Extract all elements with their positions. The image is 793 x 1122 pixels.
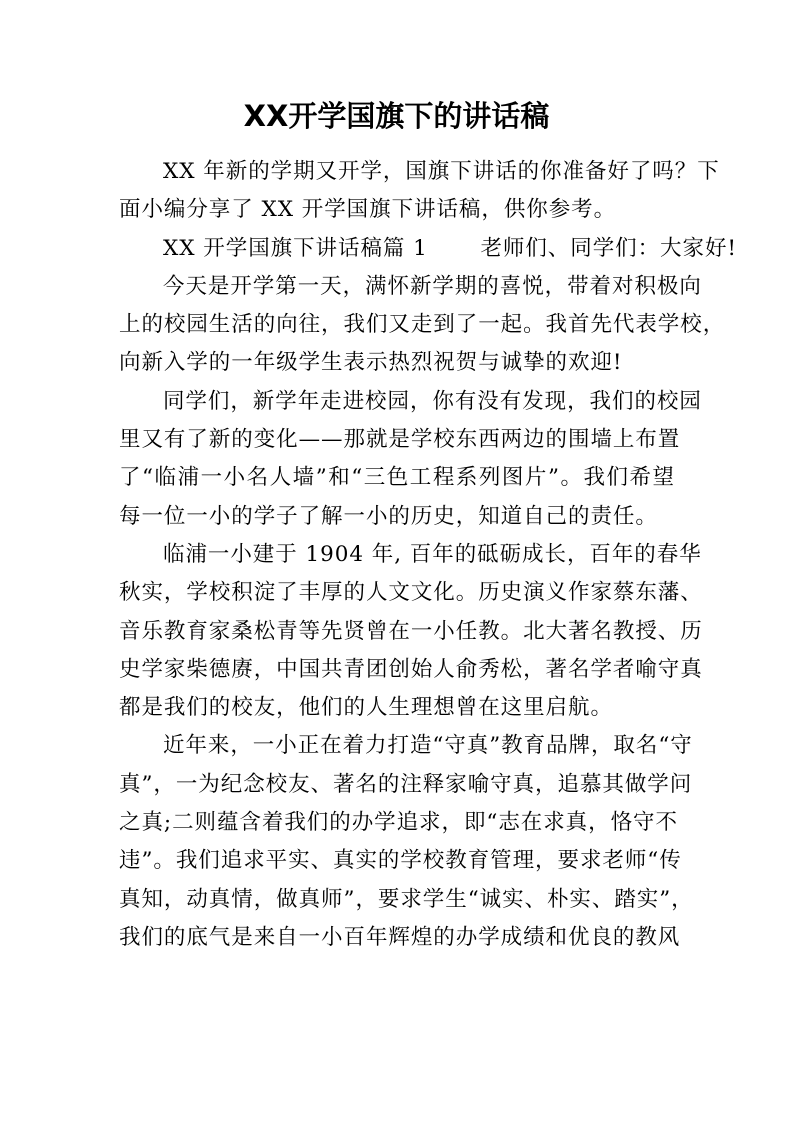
text-line: 上的校园生活的向往，我们又走到了一起。我首先代表学校，	[119, 312, 726, 338]
text-line: 向新入学的一年级学生表示热烈祝贺与诚挚的欢迎!	[119, 350, 623, 376]
text-line: XX 开学国旗下讲话稿篇 1 老师们、同学们：大家好!	[163, 235, 737, 261]
text-line: 了“临浦一小名人墙”和“三色工程系列图片”。我们希望	[119, 465, 675, 491]
text-line: 之真;二则蕴含着我们的办学追求，即“志在求真，恪守不	[119, 810, 678, 836]
paragraph-school-history	[119, 536, 703, 727]
text-line: 真”，一为纪念校友、著名的注释家喻守真，追慕其做学问	[119, 771, 693, 797]
text-line: 真知，动真情，做真师”，要求学生“诚实、朴实、踏实”，	[119, 886, 694, 912]
paragraph-opening	[119, 268, 726, 383]
text-line: 面小编分享了 XX 开学国旗下讲话稿，供你参考。	[119, 197, 617, 223]
text-line: 音乐教育家桑松青等先贤曾在一小任教。北大著名教授、历	[119, 618, 703, 644]
text-line: 我们的底气是来自一小百年辉煌的办学成绩和优良的教风	[119, 924, 681, 950]
document-title: XX开学国旗下的讲话稿	[243, 99, 550, 133]
text-line: 临浦一小建于 1904 年, 百年的砥砺成长，百年的春华	[163, 541, 702, 567]
paragraph-education-brand	[119, 727, 694, 957]
text-line: 同学们，新学年走进校园，你有没有发现，我们的校园	[163, 388, 702, 414]
paragraph-campus-changes	[119, 383, 702, 536]
text-line: XX 年新的学期又开学，国旗下讲话的你准备好了吗？下	[163, 159, 720, 184]
text-line: 违”。我们追求平实、真实的学校教育管理，要求老师“传	[119, 848, 682, 874]
text-line: 秋实，学校积淀了丰厚的人文文化。历史演义作家蔡东藩、	[119, 580, 703, 606]
text-line: 近年来，一小正在着力打造“守真”教育品牌，取名“守	[163, 733, 693, 759]
text-line: 史学家柴德赓，中国共青团创始人俞秀松，著名学者喻守真	[119, 656, 703, 682]
paragraph-intro	[119, 153, 720, 230]
document-body	[119, 153, 737, 957]
paragraph-section-heading	[119, 230, 737, 268]
text-line: 每一位一小的学子了解一小的历史，知道自己的责任。	[119, 503, 658, 529]
text-line: 都是我们的校友，他们的人生理想曾在这里启航。	[119, 695, 613, 721]
text-line: 里又有了新的变化——那就是学校东西两边的围墙上布置	[119, 427, 681, 453]
text-line: 今天是开学第一天，满怀新学期的喜悦，带着对积极向	[163, 273, 702, 299]
